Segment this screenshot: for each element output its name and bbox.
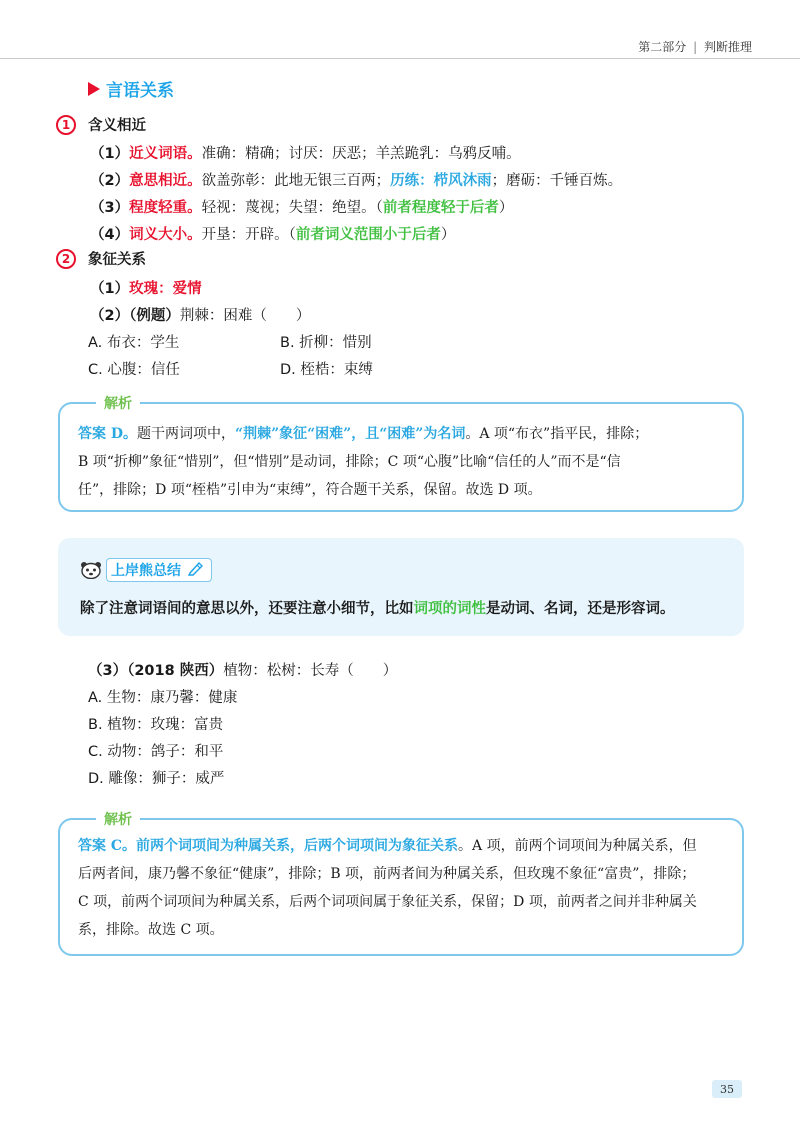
q3-option-d: D. 雕像：狮子：威严 [88, 771, 225, 787]
answer-label: 答案 D。 [78, 426, 138, 442]
item-prefix: （2）（例题） [90, 308, 180, 324]
analysis-line: 系，排除。故选 C 项。 [78, 922, 224, 938]
item-close: ） [498, 200, 514, 216]
item-prefix: （3） [90, 200, 130, 216]
item-prefix: （1） [90, 146, 130, 162]
header-separator: | [693, 40, 698, 54]
question-text: 植物：松树：长寿（ ） [223, 663, 398, 679]
analysis-highlight: 前两个词项间为种属关系，后两个词项间为象征关系 [136, 838, 459, 854]
option-c: C. 心腹：信任 [88, 362, 180, 378]
analysis-span: 。A 项“布衣”指平民，排除； [465, 426, 649, 442]
option-d: D. 桎梏：束缚 [280, 362, 373, 378]
option-a: A. 布衣：学生 [88, 335, 180, 351]
item-prefix: （1） [90, 281, 130, 297]
header-chapter: 判断推理 [703, 40, 752, 54]
part1-item-3 [90, 196, 513, 217]
item-note: 前者词义范围小于后者 [295, 227, 441, 243]
running-header [638, 38, 752, 55]
item-text: 荆棘：困难（ ） [179, 308, 311, 324]
item-text: 轻视：蔑视；失望：绝望。（ [201, 200, 383, 216]
part2-item-1 [90, 277, 202, 298]
part2-item-2 [90, 304, 310, 325]
analysis-line: 任”，排除；D 项“桎梏”引申为“束缚”，符合题干关系，保留。故选 D 项。 [78, 482, 542, 498]
header-section: 第二部分 [638, 40, 687, 54]
analysis-span: 题干两词项中， [137, 426, 236, 442]
summary-tag-box [106, 558, 212, 582]
summary-highlight: 词项的词性 [413, 601, 486, 617]
page-number: 35 [712, 1080, 742, 1098]
item-close: ） [440, 227, 456, 243]
analysis-text-1 [78, 420, 728, 504]
analysis-tab-1: 解析 [96, 393, 140, 413]
item-text: 开垦：开辟。（ [201, 227, 296, 243]
summary-panel [58, 538, 744, 636]
triangle-bullet-icon [88, 82, 100, 96]
item-prefix: （4） [90, 227, 130, 243]
bear-mascot-icon [80, 561, 102, 579]
part1-item-2 [90, 169, 622, 190]
item-key-secondary: 历练：栉风沐雨 [390, 173, 492, 189]
analysis-line: 后两者间，康乃馨不象征“健康”，排除；B 项，前两者间为种属关系，但玫瑰不象征“富贵”，排除； [78, 866, 696, 882]
item-text-secondary: ；磨砺：千锤百炼。 [491, 173, 623, 189]
item-key: 程度轻重。 [129, 200, 202, 216]
q3-option-b: B. 植物：玫瑰：富贵 [88, 717, 224, 733]
part1-item-4 [90, 223, 455, 244]
question-prefix: （3）（2018 陕西） [88, 663, 224, 679]
summary-text [80, 597, 675, 618]
item-key: 玫瑰：爱情 [129, 281, 202, 297]
item-note: 前者程度轻于后者 [382, 200, 499, 216]
part1-heading [56, 114, 146, 135]
part1-item-1 [90, 142, 521, 163]
question-3 [88, 659, 397, 680]
part1-title: 含义相近 [88, 118, 146, 134]
analysis-line: C 项，前两个词项间为种属关系，后两个词项间属于象征关系，保留；D 项，前两者之间并非种属关 [78, 894, 697, 910]
item-prefix: （2） [90, 173, 130, 189]
footer [0, 1078, 800, 1100]
section-title-text: 言语关系 [106, 81, 174, 101]
q3-option-a: A. 生物：康乃馨：健康 [88, 690, 238, 706]
analysis-highlight: “荆棘”象征“困难”，且“困难”为名词 [235, 426, 466, 442]
item-text: 欲盖弥彰：此地无银三百两； [201, 173, 391, 189]
item-key: 意思相近。 [129, 173, 202, 189]
analysis-span: 。A 项，前两个词项间为种属关系，但 [458, 838, 697, 854]
answer-label: 答案 C。 [78, 838, 137, 854]
section-title [88, 76, 174, 101]
part2-heading [56, 248, 146, 269]
circled-number-1-icon: 1 [56, 115, 76, 135]
item-text: 准确：精确；讨厌：厌恶；羊羔跪乳：乌鸦反哺。 [201, 146, 521, 162]
item-key: 词义大小。 [129, 227, 202, 243]
summary-tag-text: 上岸熊总结 [111, 563, 181, 579]
summary-tag [80, 558, 212, 582]
summary-span: 除了注意词语间的意思以外，还要注意小细节，比如 [80, 601, 414, 617]
item-key: 近义词语。 [129, 146, 202, 162]
option-b: B. 折柳：惜别 [280, 335, 372, 351]
pen-icon [187, 560, 205, 580]
analysis-text-2 [78, 832, 728, 944]
circled-number-2-icon: 2 [56, 249, 76, 269]
analysis-tab-2: 解析 [96, 809, 140, 829]
part2-title: 象征关系 [88, 252, 146, 268]
summary-span: 是动词、名词，还是形容词。 [486, 601, 675, 617]
q3-option-c: C. 动物：鸽子：和平 [88, 744, 224, 760]
header-divider [0, 58, 800, 59]
analysis-line: B 项“折柳”象征“惜别”，但“惜别”是动词，排除；C 项“心腹”比喻“信任的人”而不是“信 [78, 454, 621, 470]
